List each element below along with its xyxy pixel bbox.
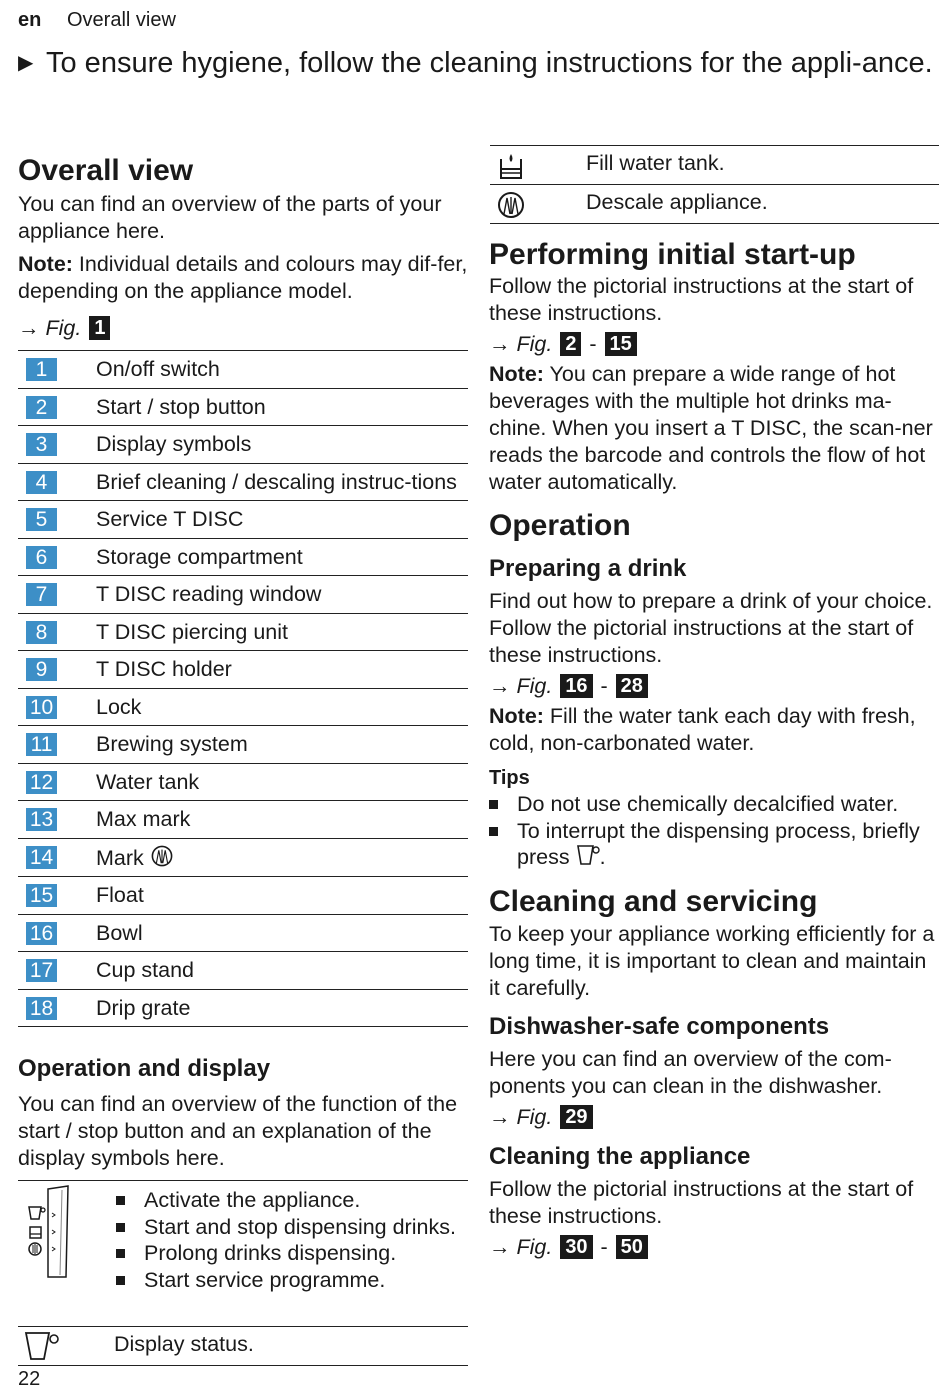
table-row: [18, 463, 468, 501]
figure-badge: 29: [560, 1105, 592, 1129]
table-row: [18, 613, 468, 651]
water-tank-icon: [496, 151, 526, 186]
part-number-badge: 13: [26, 808, 57, 831]
operation-section: [489, 508, 939, 871]
start-stop-functions: [116, 1187, 456, 1293]
section-heading: Operation: [489, 509, 631, 542]
table-row: [18, 388, 468, 426]
part-number-badge: 14: [26, 846, 57, 869]
parts-table: [18, 350, 468, 1027]
part-number-badge: 15: [26, 884, 57, 907]
part-label: Mark: [96, 839, 468, 877]
table-row: [18, 838, 468, 877]
section-description: Follow the pictorial instructions at the start of these instructions.: [489, 1177, 914, 1228]
part-label: T DISC reading window: [96, 582, 322, 606]
section-heading: Overall view: [18, 154, 194, 187]
figure-reference: → Fig. 30 - 50: [489, 1232, 939, 1262]
part-label: On/off switch: [96, 357, 220, 381]
display-status-row: [18, 1326, 468, 1366]
section-heading: Operation and display: [18, 1055, 271, 1082]
table-row: [18, 688, 468, 726]
table-row: [18, 575, 468, 613]
table-row: [18, 800, 468, 838]
section-heading: Performing initial start-up: [489, 238, 856, 271]
language-code: en: [18, 9, 42, 31]
subsection-heading: Dishwasher-safe components: [489, 1013, 830, 1040]
startup-section: [489, 237, 939, 496]
tips-list: [489, 791, 939, 871]
subsection-heading: Preparing a drink: [489, 555, 687, 582]
part-label: T DISC holder: [96, 657, 232, 681]
part-label: Max mark: [96, 807, 191, 831]
table-row: [18, 914, 468, 952]
figure-reference: → Fig. 29: [489, 1102, 939, 1132]
figure-badge: 30: [560, 1235, 592, 1259]
table-row: [18, 350, 468, 388]
note: Note: Fill the water tank each day with fresh, cold, non-carbonated water.: [489, 704, 916, 755]
part-label: Float: [96, 883, 144, 907]
list-item: Start and stop dispensing drinks.: [116, 1214, 456, 1241]
table-row: [18, 425, 468, 463]
part-label: Brief cleaning / descaling instruc-tions: [96, 469, 457, 494]
cup-icon: [576, 844, 600, 866]
section-description: You can find an overview of the function of the start / stop button and an explanation of the display symbols here.: [18, 1092, 458, 1170]
start-stop-row: [18, 1180, 468, 1326]
part-label: Service T DISC: [96, 507, 244, 531]
triangle-bullet-icon: ▶: [18, 52, 34, 74]
part-label: Display symbols: [96, 432, 252, 456]
part-label: Cup stand: [96, 958, 195, 982]
table-row: [18, 725, 468, 763]
part-number-badge: 16: [26, 922, 57, 945]
part-number-badge: 3: [26, 433, 57, 456]
descale-icon: [150, 844, 174, 868]
figure-reference: → Fig. 1: [18, 313, 468, 343]
display-table: [18, 1180, 468, 1366]
part-number-badge: 17: [26, 959, 57, 982]
part-number-badge: 1: [26, 358, 57, 381]
part-number-badge: 9: [26, 658, 57, 681]
part-number-badge: 8: [26, 621, 57, 644]
part-label: T DISC piercing unit: [96, 619, 288, 644]
part-label: Drip grate: [96, 995, 191, 1020]
tips-heading: Tips: [489, 767, 530, 789]
part-label: Bowl: [96, 920, 143, 945]
table-row: [18, 951, 468, 989]
note: Note: You can prepare a wide range of hot beverages with the multiple hot drinks ma-chine. When you insert a T DISC, the scan-ner reads the barcode and controls the flow of hot water automatically.: [489, 362, 933, 494]
figure-badge: 2: [560, 332, 581, 356]
fill-water-text: Fill water tank.: [586, 151, 725, 175]
part-label: Water tank: [96, 769, 200, 794]
table-row: [18, 500, 468, 538]
page-number: 22: [18, 1368, 41, 1390]
table-row: [18, 538, 468, 576]
part-number-badge: 5: [26, 508, 57, 531]
display-status-text: Display status.: [114, 1332, 254, 1356]
part-number-badge: 12: [26, 771, 57, 794]
part-number-badge: 11: [26, 733, 57, 756]
part-number-badge: 6: [26, 546, 57, 569]
operation-display-section: [18, 1054, 468, 1172]
part-label: Start / stop button: [96, 394, 266, 419]
part-label: Storage compartment: [96, 544, 303, 569]
section-description: Follow the pictorial instructions at the start of these instructions.: [489, 274, 914, 325]
section-description: To keep your appliance working efficiently for a long time, it is important to clean and maintain it carefully.: [489, 922, 935, 1000]
running-header: Overall view: [67, 9, 176, 31]
part-number-badge: 7: [26, 583, 57, 606]
part-number-badge: 4: [26, 471, 57, 494]
table-row: [18, 650, 468, 688]
figure-reference: → Fig. 16 - 28: [489, 671, 939, 701]
cup-icon: [24, 1330, 62, 1367]
list-item: Start service programme.: [116, 1267, 456, 1294]
figure-badge: 50: [616, 1235, 648, 1259]
section-description: Here you can find an overview of the com-ponents you can clean in the dishwasher.: [489, 1047, 892, 1098]
cleaning-section: [489, 884, 939, 1262]
figure-badge: 16: [560, 674, 592, 698]
figure-badge: 1: [89, 316, 110, 340]
list-item: Prolong drinks dispensing.: [116, 1240, 456, 1267]
overall-view-section: [18, 153, 468, 343]
fill-water-row: [490, 145, 939, 184]
figure-badge: 15: [605, 332, 637, 356]
table-row: [18, 763, 468, 801]
descale-row: [490, 184, 939, 224]
descale-icon: [496, 190, 526, 225]
part-label: Brewing system: [96, 732, 248, 756]
section-description: Find out how to prepare a drink of your choice. Follow the pictorial instructions at the start of these instructions.: [489, 589, 933, 667]
list-item: Do not use chemically decalcified water.: [489, 791, 939, 818]
figure-reference: → Fig. 2 - 15: [489, 329, 939, 359]
descale-text: Descale appliance.: [586, 190, 768, 214]
table-row: [18, 989, 468, 1028]
figure-badge: 28: [616, 674, 648, 698]
table-row: [18, 876, 468, 914]
part-number-badge: 2: [26, 396, 57, 419]
start-stop-button-panel-icon: [22, 1185, 72, 1286]
symbols-table: [490, 145, 939, 224]
section-heading: Cleaning and servicing: [489, 885, 818, 918]
section-description: You can find an overview of the parts of your appliance here.: [18, 192, 442, 243]
list-item: Activate the appliance.: [116, 1187, 456, 1214]
part-number-badge: 10: [26, 696, 57, 719]
note: Note: Individual details and colours may dif-fer, depending on the appliance model.: [18, 252, 468, 303]
subsection-heading: Cleaning the appliance: [489, 1143, 751, 1170]
part-number-badge: 18: [26, 997, 57, 1020]
list-item: To interrupt the dispensing process, briefly press .: [489, 818, 939, 871]
part-label: Lock: [96, 694, 142, 719]
